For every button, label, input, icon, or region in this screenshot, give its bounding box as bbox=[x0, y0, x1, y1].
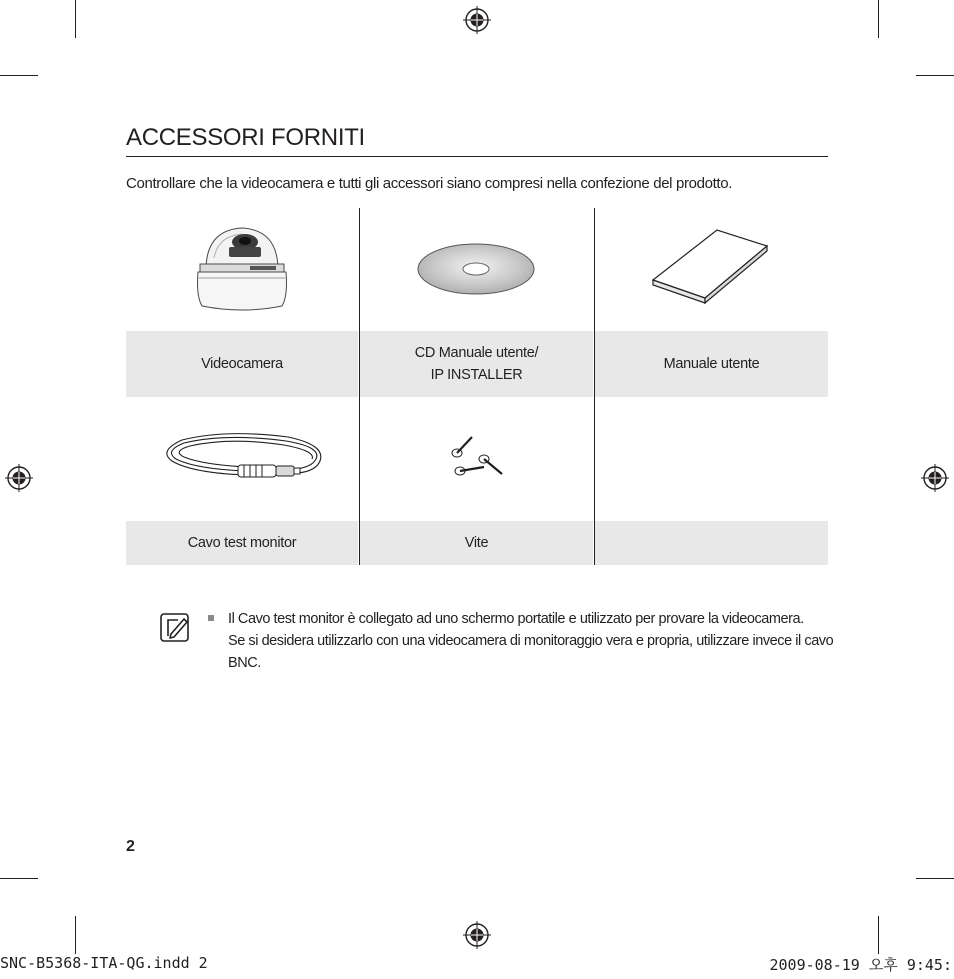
note-pencil-icon bbox=[159, 612, 191, 644]
crop-mark-bottom-left-horizontal bbox=[0, 878, 38, 879]
crop-mark-top-left-vertical bbox=[75, 0, 76, 38]
accessory-image-cell bbox=[360, 397, 593, 521]
page-number: 2 bbox=[126, 838, 135, 855]
accessory-label-line: Videocamera bbox=[201, 356, 283, 372]
note-line: Il Cavo test monitor è collegato ad uno schermo portatile e utilizzato per provare la videocamera. bbox=[228, 611, 804, 627]
monitor-test-cable-illustration bbox=[126, 397, 358, 521]
registration-mark-top-icon bbox=[462, 5, 492, 35]
note-line: BNC. bbox=[228, 655, 261, 671]
accessory-label-screw bbox=[360, 521, 593, 565]
accessory-label-line: CD Manuale utente/ bbox=[414, 345, 539, 361]
title-underline bbox=[126, 156, 828, 157]
crop-mark-bottom-left-vertical bbox=[75, 916, 76, 954]
accessory-image-cell bbox=[126, 208, 358, 331]
registration-mark-left-icon bbox=[4, 463, 34, 493]
accessory-image-cell bbox=[595, 208, 828, 331]
registration-mark-bottom-icon bbox=[462, 920, 492, 950]
accessory-label-line: IP INSTALLER bbox=[430, 367, 523, 383]
grid-column-divider bbox=[359, 208, 360, 565]
dome-camera-illustration bbox=[126, 208, 358, 331]
accessory-image-cell bbox=[126, 397, 358, 521]
crop-mark-top-left-horizontal bbox=[0, 75, 38, 76]
note-bullet-icon bbox=[208, 615, 214, 621]
cd-disc-illustration bbox=[360, 208, 593, 331]
accessory-label-videocamera bbox=[126, 331, 358, 397]
print-footer-filename: SNC-B5368-ITA-QG.indd 2 bbox=[0, 954, 208, 972]
registration-mark-right-icon bbox=[920, 463, 950, 493]
accessory-label-line: Cavo test monitor bbox=[187, 535, 297, 551]
crop-mark-bottom-right-horizontal bbox=[916, 878, 954, 879]
note-line: Se si desidera utilizzarlo con una videocamera di monitoraggio vera e propria, utilizzare invece il cavo bbox=[228, 633, 834, 649]
note-text bbox=[228, 608, 834, 674]
accessory-label-empty bbox=[595, 521, 828, 565]
accessory-image-cell bbox=[360, 208, 593, 331]
page-title: ACCESSORI FORNITI bbox=[126, 124, 365, 151]
print-footer-timestamp: 2009-08-19 오후 9:45: bbox=[769, 956, 952, 974]
grid-column-divider bbox=[594, 208, 595, 565]
accessory-image-cell-empty bbox=[595, 397, 828, 521]
user-manual-booklet-illustration bbox=[595, 208, 828, 331]
screws-illustration bbox=[360, 397, 593, 521]
accessory-label-line: Vite bbox=[464, 535, 489, 551]
accessory-label-line: Manuale utente bbox=[663, 356, 760, 372]
crop-mark-top-right-vertical bbox=[878, 0, 879, 38]
accessory-label-cd-manual bbox=[360, 331, 593, 397]
accessory-label-test-cable bbox=[126, 521, 358, 565]
intro-text: Controllare che la videocamera e tutti gli accessori siano compresi nella confezione del prodotto. bbox=[126, 175, 733, 192]
crop-mark-top-right-horizontal bbox=[916, 75, 954, 76]
accessory-label-user-manual bbox=[595, 331, 828, 397]
crop-mark-bottom-right-vertical bbox=[878, 916, 879, 954]
